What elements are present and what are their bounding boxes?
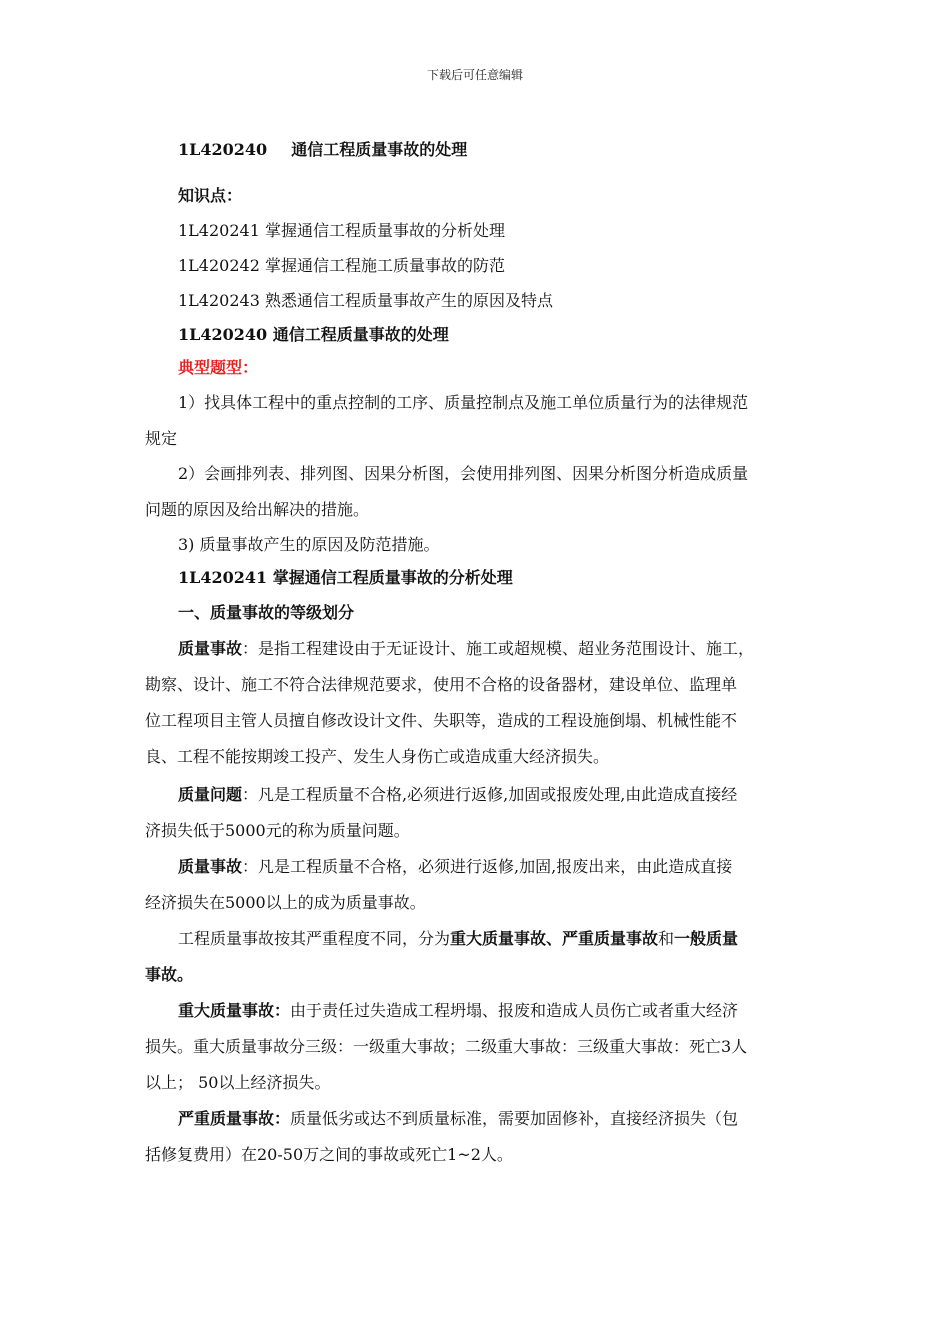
classify-line-2: 事故。 (145, 965, 194, 984)
typical-item-2: 2）会画排列表、排列图、因果分析图，会使用排列图、因果分析图分析造成质量 (178, 464, 749, 483)
major-label: 重大质量事故： (178, 1001, 291, 1020)
header-note: 下载后可任意编辑 (426, 68, 523, 82)
serious-label: 严重质量事故： (178, 1109, 291, 1128)
typical-item-2-cont: 问题的原因及给出解决的措施。 (145, 500, 370, 519)
typical-item-1-cont: 规定 (145, 429, 178, 448)
page-title (178, 140, 805, 160)
def-accident-line-4: 良、工程不能按期竣工投产、发生人身伤亡或造成重大经济损失。 (145, 747, 610, 766)
def-accident-line: 质量事故：是指工程建设由于无证设计、施工或超规模、超业务范围设计、施工， (178, 639, 755, 658)
heading-grade: 一、质量事故的等级划分 (178, 603, 355, 622)
def-problem-line-2: 济损失低于5000元的称为质量问题。 (145, 821, 410, 840)
serious-line-2: 括修复费用）在20-50万之间的事故或死亡1~2人。 (145, 1145, 513, 1164)
major-line-2: 损失。重大质量事故分三级：一级重大事故；二级重大事故：三级重大事故：死亡3人 (145, 1037, 748, 1056)
classify-line: 工程质量事故按其严重程度不同，分为重大质量事故、严重质量事故和一般质量 (178, 929, 739, 948)
major-line: 重大质量事故：由于责任过失造成工程坍塌、报废和造成人员伤亡或者重大经济 (178, 1001, 739, 1020)
title-code: 1L420240 (178, 140, 268, 159)
def-accident-line-2: 勘察、设计、施工不符合法律规范要求，使用不合格的设备器材，建设单位、监理单 (145, 675, 738, 694)
def-problem-label: 质量问题 (178, 785, 243, 804)
def-accident2-line-2: 经济损失在5000以上的成为质量事故。 (145, 893, 426, 912)
def-accident2-label: 质量事故 (178, 857, 243, 876)
knowledge-item: 1L420242 掌握通信工程施工质量事故的防范 (178, 256, 505, 275)
def-accident-label: 质量事故 (178, 639, 243, 658)
title-text: 通信工程质量事故的处理 (291, 140, 468, 159)
section-title: 1L420240 通信工程质量事故的处理 (178, 325, 449, 344)
typical-label: 典型题型： (178, 358, 259, 377)
knowledge-item: 1L420241 掌握通信工程质量事故的分析处理 (178, 221, 505, 240)
def-accident-line-3: 位工程项目主管人员擅自修改设计文件、失职等，造成的工程设施倒塌、机械性能不 (145, 711, 738, 730)
def-accident2-line: 质量事故：凡是工程质量不合格，必须进行返修,加固,报废出来，由此造成直接 (178, 857, 733, 876)
sub-title: 1L420241 掌握通信工程质量事故的分析处理 (178, 568, 513, 587)
serious-line: 严重质量事故：质量低劣或达不到质量标准，需要加固修补，直接经济损失（包 (178, 1109, 739, 1128)
knowledge-item: 1L420243 熟悉通信工程质量事故产生的原因及特点 (178, 291, 553, 310)
typical-item-1: 1）找具体工程中的重点控制的工序、质量控制点及施工单位质量行为的法律规范 (178, 393, 749, 412)
typical-item-3: 3) 质量事故产生的原因及防范措施。 (178, 535, 440, 554)
major-line-3: 以上； 50以上经济损失。 (145, 1073, 331, 1092)
def-problem-line: 质量问题：凡是工程质量不合格,必须进行返修,加固或报废处理,由此造成直接经 (178, 785, 738, 804)
knowledge-label: 知识点： (178, 186, 243, 205)
